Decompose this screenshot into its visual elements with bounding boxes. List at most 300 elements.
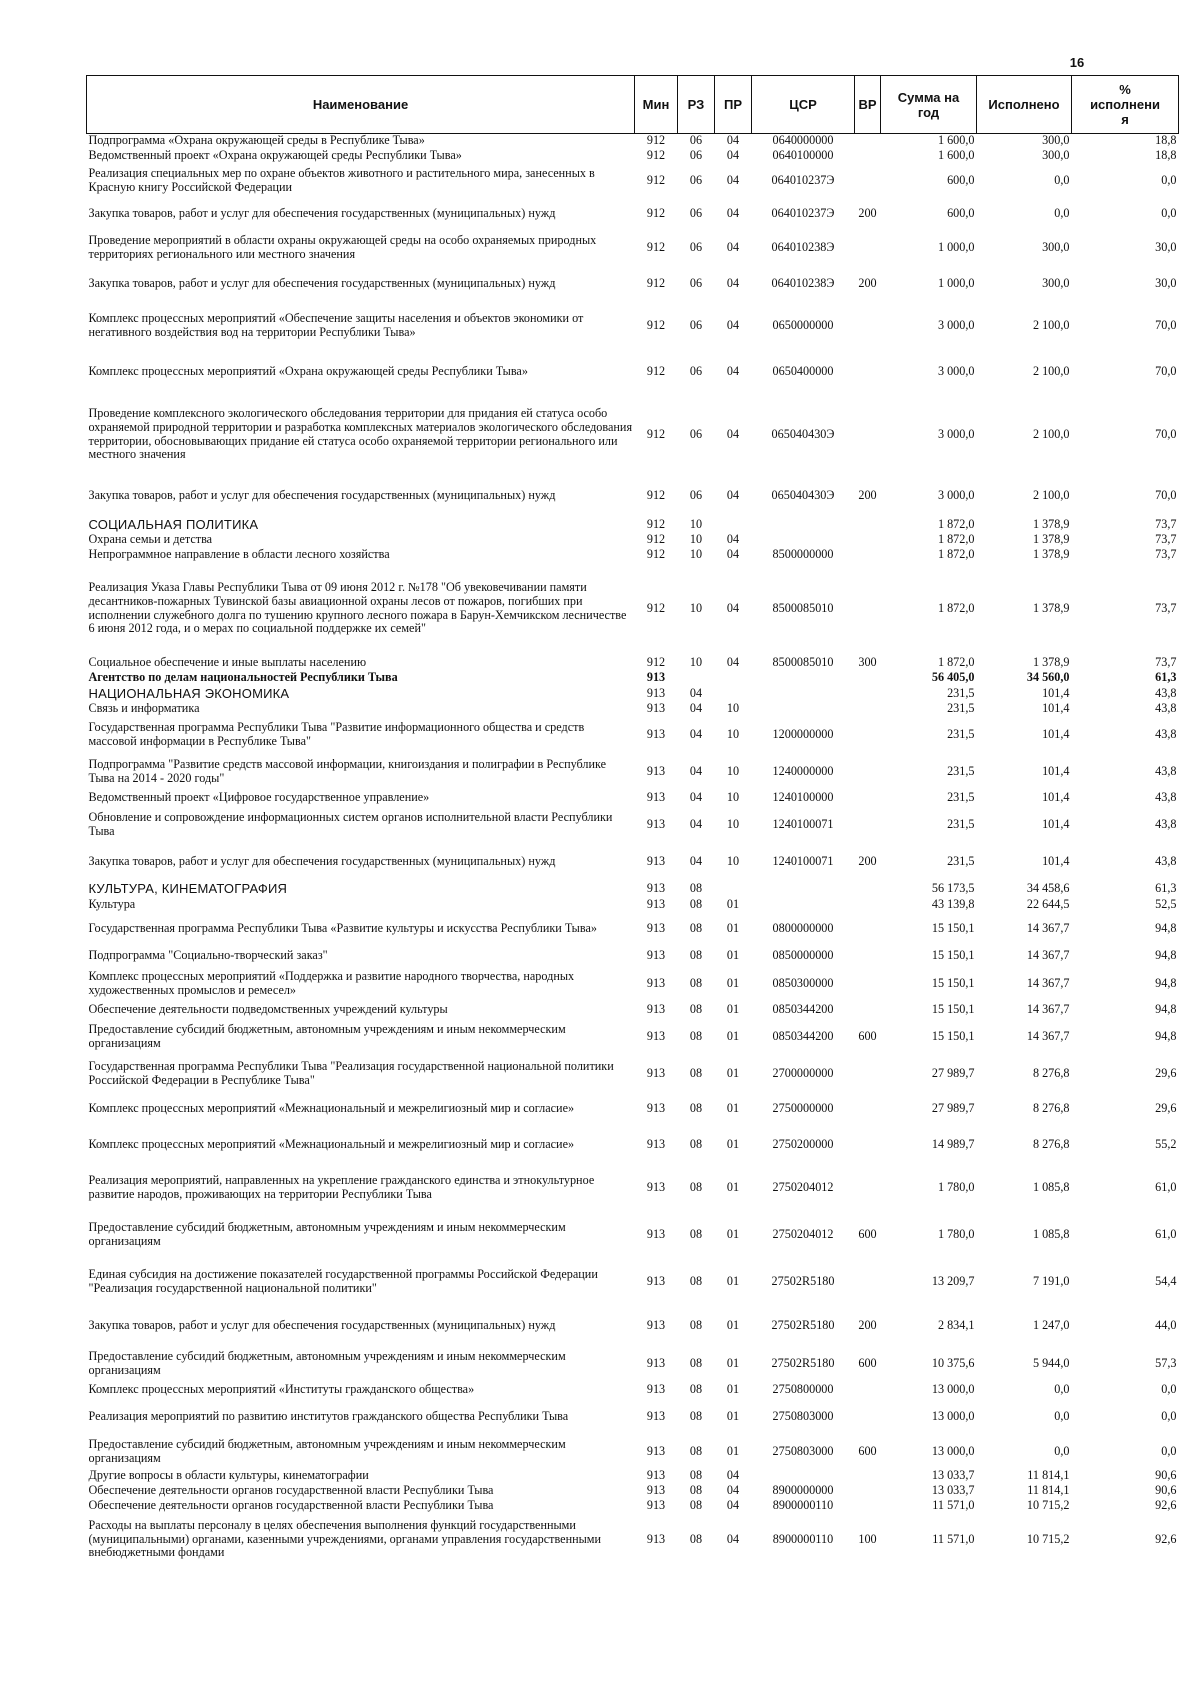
cell-pr: 01 [726,1100,740,1115]
col-header-min: Мин [635,76,678,134]
cell-csr: 8900000110 [772,1498,834,1513]
cell-vr [855,717,881,754]
cell-name: Ведомственный проект «Охрана окружающей среды Республики Тыва» [88,148,462,163]
cell-pr [715,671,752,686]
cell-name: НАЦИОНАЛЬНАЯ ЭКОНОМИКА [88,685,290,701]
table-row [87,880,1179,898]
cell-rz: 08 [689,1273,703,1288]
cell-done: 2 100,0 [1032,317,1070,332]
cell-rz: 06 [689,148,703,163]
cell-done: 2 100,0 [1032,487,1070,502]
cell-rz: 08 [689,1531,703,1546]
cell-min: 912 [646,148,666,163]
table-header [87,76,1179,134]
cell-pr: 01 [726,1226,740,1241]
cell-rz: 08 [689,897,703,912]
cell-pr [715,880,752,898]
col-header-pct-line1: % [1119,82,1131,97]
cell-sum: 15 150,1 [931,1029,975,1044]
cell-pct: 94,8 [1155,947,1177,962]
cell-min: 913 [646,880,666,895]
cell-pct: 90,6 [1155,1483,1177,1498]
cell-pct: 94,8 [1155,1029,1177,1044]
cell-done: 2 100,0 [1032,426,1070,441]
cell-vr [855,149,881,164]
cell-rz: 06 [689,275,703,290]
cell-pr: 01 [726,897,740,912]
col-header-done: Исполнено [977,76,1072,134]
cell-done: 101,4 [1042,763,1070,778]
cell-name: Закупка товаров, работ и услуг для обеспечения государственных (муниципальных) нужд [88,1317,556,1332]
cell-pr: 01 [726,1355,740,1370]
cell-vr [855,671,881,686]
table-row [87,754,1179,790]
cell-name: Комплекс процессных мероприятий «Поддержка и развитие народного творчества, народных художественных промыслов и ремесел» [88,968,575,997]
cell-csr: 0640000000 [772,133,834,148]
cell-done: 14 367,7 [1026,1002,1070,1017]
cell-rz: 06 [689,239,703,254]
cell-csr [752,533,855,548]
cell-pr: 04 [726,1483,740,1498]
cell-vr [855,1258,881,1306]
table-row [87,807,1179,844]
table-row [87,913,1179,946]
cell-min: 913 [646,1498,666,1513]
cell-pct: 0,0 [1161,1382,1177,1397]
cell-csr: 2750000000 [772,1100,834,1115]
cell-min: 912 [646,133,666,148]
cell-name: Расходы на выплаты персоналу в целях обеспечения выполнения функций государственными (муниципальными) органами, казенными учреждениями, органами управления государственными внебюджетными фондами [88,1518,602,1560]
cell-name: Единая субсидия на достижение показателей государственной программы Российской Федерации "Реализация государственной национальной политики" [88,1266,598,1295]
cell-vr: 100 [858,1531,877,1546]
cell-pct: 73,7 [1155,654,1177,669]
cell-done: 300,0 [1042,275,1070,290]
cell-pr: 10 [726,701,740,716]
cell-rz: 08 [689,1382,703,1397]
cell-sum: 1 000,0 [937,239,975,254]
table-body [87,134,1179,1566]
cell-pct: 52,5 [1155,897,1177,912]
cell-min: 913 [646,1468,666,1483]
cell-csr [752,702,855,717]
cell-vr [855,1484,881,1499]
table-row [87,231,1179,265]
cell-pct: 90,6 [1155,1468,1177,1483]
cell-csr: 2750204012 [772,1179,834,1194]
cell-pct: 94,8 [1155,975,1177,990]
cell-csr: 1240100000 [772,790,834,805]
cell-pr: 01 [726,947,740,962]
cell-csr: 8900000110 [772,1531,834,1546]
cell-name: Подпрограмма «Охрана окружающей среды в Республике Тыва» [88,133,425,148]
cell-sum: 13 033,7 [931,1468,975,1483]
cell-done: 14 367,7 [1026,1029,1070,1044]
cell-rz: 08 [689,947,703,962]
cell-pr: 01 [726,1382,740,1397]
cell-min: 913 [646,1029,666,1044]
cell-sum: 3 000,0 [937,363,975,378]
cell-pr: 04 [726,148,740,163]
table-row [87,198,1179,231]
cell-vr [855,898,881,913]
cell-done: 0,0 [1054,206,1070,221]
cell-done: 300,0 [1042,148,1070,163]
cell-csr: 27502R5180 [771,1317,835,1332]
budget-table [86,75,1179,1566]
cell-vr [855,517,881,533]
cell-done: 34 458,6 [1026,880,1070,895]
cell-vr [855,807,881,844]
table-row [87,265,1179,303]
cell-sum: 15 150,1 [931,921,975,936]
cell-vr [855,1126,881,1164]
cell-done: 14 367,7 [1026,975,1070,990]
cell-done: 8 276,8 [1032,1100,1070,1115]
cell-csr [752,686,855,702]
cell-name: Закупка товаров, работ и услуг для обеспечения государственных (муниципальных) нужд [88,206,556,221]
cell-sum: 231,5 [947,685,975,700]
cell-csr: 1200000000 [772,727,834,742]
cell-done: 101,4 [1042,685,1070,700]
cell-csr: 0650000000 [772,317,834,332]
cell-min: 912 [646,275,666,290]
cell-rz: 10 [689,547,703,562]
cell-pr: 04 [726,1531,740,1546]
cell-sum: 13 209,7 [931,1273,975,1288]
cell-pr: 04 [726,206,740,221]
cell-pr: 10 [726,727,740,742]
cell-min: 913 [646,897,666,912]
cell-rz: 10 [689,516,703,531]
table-row [87,1484,1179,1499]
cell-name: Проведение комплексного экологического обследования территории для придания ей статуса особо охраняемой природной территории и разработка комплексных материалов экологического обследования территории, обосновывающих придание ей статуса особо охраняемой территории регионального или местного значения [88,406,633,462]
cell-pct: 94,8 [1155,1002,1177,1017]
cell-min: 912 [646,532,666,547]
table-row [87,395,1179,475]
cell-rz: 08 [689,1468,703,1483]
cell-min: 913 [646,685,666,700]
cell-min: 913 [646,1100,666,1115]
cell-pr: 04 [726,363,740,378]
cell-done: 1 378,9 [1032,547,1070,562]
cell-min: 912 [646,547,666,562]
cell-done: 11 814,1 [1027,1483,1070,1498]
cell-vr: 300 [858,654,877,669]
table-row [87,844,1179,880]
cell-csr: 0850344200 [772,1029,834,1044]
cell-name: Проведение мероприятий в области охраны окружающей среды на особо охраняемых природных территориях регионального или местного значения [88,232,597,261]
cell-pct: 54,4 [1155,1273,1177,1288]
cell-rz: 08 [689,1179,703,1194]
cell-pct: 0,0 [1161,1443,1177,1458]
table-row [87,1514,1179,1566]
cell-csr: 8900000000 [772,1483,834,1498]
cell-pct: 73,7 [1155,547,1177,562]
cell-sum: 43 139,8 [931,897,975,912]
cell-name: Обеспечение деятельности подведомственных учреждений культуры [88,1002,448,1017]
table-row [87,966,1179,1002]
cell-pct: 70,0 [1155,487,1177,502]
cell-pr: 10 [726,853,740,868]
table-row [87,898,1179,913]
cell-vr [855,913,881,946]
cell-rz: 10 [689,600,703,615]
cell-pct: 73,7 [1155,600,1177,615]
cell-vr [855,231,881,265]
cell-vr [855,702,881,717]
cell-rz: 08 [689,1029,703,1044]
cell-pr: 04 [726,600,740,615]
table-row [87,1002,1179,1019]
cell-done: 101,4 [1042,817,1070,832]
cell-done: 300,0 [1042,239,1070,254]
cell-pct: 0,0 [1161,206,1177,221]
cell-pct: 30,0 [1155,275,1177,290]
cell-pr: 04 [726,1468,740,1483]
cell-vr [855,1164,881,1212]
cell-sum: 13 033,7 [931,1483,975,1498]
cell-vr [855,548,881,563]
cell-sum: 231,5 [947,790,975,805]
cell-vr: 600 [858,1226,877,1241]
cell-rz: 08 [689,1065,703,1080]
cell-sum: 11 571,0 [932,1531,975,1546]
cell-min: 913 [646,790,666,805]
cell-name: Обеспечение деятельности органов государственной власти Республики Тыва [88,1498,494,1513]
table-row [87,164,1179,198]
cell-name: Предоставление субсидий бюджетным, автономным учреждениям и иным некоммерческим организациям [88,1022,566,1050]
cell-min: 913 [646,1382,666,1397]
cell-rz: 04 [689,685,703,700]
cell-min: 913 [646,670,666,685]
cell-name: Государственная программа Республики Тыва «Развитие культуры и искусства Республики Тыва» [88,921,597,936]
cell-rz: 06 [689,133,703,148]
cell-name: Комплекс процессных мероприятий «Межнациональный и межрелигиозный мир и согласие» [88,1100,575,1115]
cell-rz: 04 [689,701,703,716]
cell-name: Государственная программа Республики Тыва "Развитие информационного общества и средств массовой информации в Республике Тыва" [88,720,585,748]
table-row [87,790,1179,807]
table-row [87,655,1179,671]
cell-pct: 44,0 [1155,1317,1177,1332]
cell-done: 101,4 [1042,727,1070,742]
cell-pr: 10 [726,790,740,805]
cell-name: Реализация мероприятий, направленных на укрепление гражданского единства и этнокультурное развитие народов, проживающих на территории Республики Тыва [88,1172,595,1201]
table-row [87,1164,1179,1212]
cell-min: 913 [646,763,666,778]
cell-rz: 06 [689,487,703,502]
cell-rz: 08 [689,921,703,936]
cell-sum: 56 405,0 [931,670,975,685]
cell-sum: 600,0 [947,172,975,187]
cell-sum: 231,5 [947,817,975,832]
cell-min: 913 [646,1065,666,1080]
cell-csr: 2750204012 [772,1226,834,1241]
cell-pct: 73,7 [1155,516,1177,531]
cell-name: КУЛЬТУРА, КИНЕМАТОГРАФИЯ [88,880,288,896]
table-row [87,1092,1179,1126]
cell-pct: 43,8 [1155,790,1177,805]
cell-pct: 55,2 [1155,1136,1177,1151]
cell-pct: 18,8 [1155,148,1177,163]
cell-done: 10 715,2 [1026,1531,1070,1546]
cell-rz: 08 [689,1443,703,1458]
cell-sum: 231,5 [947,853,975,868]
cell-min: 913 [646,1355,666,1370]
cell-csr [752,517,855,533]
col-header-sum [881,76,977,134]
cell-pr: 04 [726,1498,740,1513]
cell-sum: 14 989,7 [931,1136,975,1151]
cell-pct: 43,8 [1155,853,1177,868]
cell-csr: 0850344200 [772,1002,834,1017]
table-row [87,1346,1179,1382]
table-row [87,548,1179,563]
cell-min: 913 [646,1531,666,1546]
cell-rz: 08 [689,1136,703,1151]
cell-vr [855,395,881,475]
cell-done: 14 367,7 [1026,921,1070,936]
cell-csr: 2700000000 [772,1065,834,1080]
cell-rz: 04 [689,817,703,832]
cell-pr: 04 [726,654,740,669]
cell-pct: 73,7 [1155,532,1177,547]
table-row [87,1258,1179,1306]
cell-vr: 200 [858,1317,877,1332]
cell-pct: 43,8 [1155,817,1177,832]
col-header-rz: РЗ [678,76,715,134]
cell-vr [855,533,881,548]
cell-min: 912 [646,654,666,669]
cell-vr [855,563,881,655]
cell-sum: 15 150,1 [931,947,975,962]
cell-name: Предоставление субсидий бюджетным, автономным учреждениям и иным некоммерческим организациям [88,1348,566,1377]
table-row [87,1056,1179,1092]
col-header-vr: ВР [855,76,881,134]
cell-pct: 61,3 [1155,670,1177,685]
col-header-pct-line3: я [1121,112,1129,127]
cell-vr: 200 [858,275,877,290]
cell-vr [855,1499,881,1514]
cell-pr: 01 [726,1002,740,1017]
cell-sum: 15 150,1 [931,975,975,990]
cell-sum: 56 173,5 [931,880,975,895]
cell-pct: 94,8 [1155,921,1177,936]
cell-name: Непрограммное направление в области лесного хозяйства [88,547,390,562]
cell-name: Предоставление субсидий бюджетным, автономным учреждениям и иным некоммерческим организациям [88,1436,566,1465]
cell-min: 913 [646,1443,666,1458]
cell-pct: 29,6 [1155,1065,1177,1080]
cell-pct: 92,6 [1155,1531,1177,1546]
cell-sum: 3 000,0 [937,426,975,441]
cell-min: 913 [646,1317,666,1332]
cell-min: 913 [646,1136,666,1151]
cell-sum: 15 150,1 [931,1002,975,1017]
cell-pr: 01 [726,1065,740,1080]
cell-name: Подпрограмма "Социально-творческий заказ" [88,947,328,962]
cell-done: 0,0 [1054,1408,1070,1423]
cell-min: 912 [646,487,666,502]
cell-min: 913 [646,1273,666,1288]
cell-csr: 2750200000 [772,1136,834,1151]
cell-min: 912 [646,239,666,254]
cell-done: 34 560,0 [1026,670,1070,685]
cell-pr: 04 [726,426,740,441]
col-header-sum-line1: Сумма на [897,89,960,105]
cell-sum: 1 000,0 [937,275,975,290]
cell-pr: 04 [726,133,740,148]
cell-pr: 01 [726,1136,740,1151]
cell-name: Агентство по делам национальностей Республики Тыва [88,670,398,685]
cell-vr [855,134,881,149]
cell-pct: 70,0 [1155,363,1177,378]
cell-rz: 04 [689,727,703,742]
cell-name: Связь и информатика [88,701,200,716]
cell-csr: 065040430Э [771,426,835,441]
cell-sum: 3 000,0 [937,487,975,502]
cell-sum: 1 872,0 [937,654,975,669]
cell-pr: 01 [726,1179,740,1194]
table-row [87,1382,1179,1399]
table-row [87,533,1179,548]
cell-name: Закупка товаров, работ и услуг для обеспечения государственных (муниципальных) нужд [88,275,556,290]
table-row [87,671,1179,686]
cell-pr: 04 [726,172,740,187]
cell-pct: 92,6 [1155,1498,1177,1513]
table-row [87,946,1179,966]
table-row [87,1399,1179,1435]
cell-pct: 0,0 [1161,172,1177,187]
cell-csr: 27502R5180 [771,1273,835,1288]
cell-vr [855,1092,881,1126]
cell-csr: 0640100000 [772,148,834,163]
cell-csr: 0850300000 [772,975,834,990]
table-row [87,475,1179,517]
table-row [87,349,1179,395]
cell-csr: 8500085010 [772,600,834,615]
cell-rz: 08 [689,1002,703,1017]
table-row [87,1212,1179,1258]
cell-csr [752,1469,855,1484]
cell-min: 913 [646,817,666,832]
cell-sum: 2 834,1 [937,1317,975,1332]
cell-rz: 06 [689,206,703,221]
cell-name: Обновление и сопровождение информационных систем органов исполнительной власти Республики Тыва [88,810,613,838]
cell-name: Реализация мероприятий по развитию институтов гражданского общества Республики Тыва [88,1408,569,1423]
cell-rz: 08 [689,975,703,990]
cell-sum: 3 000,0 [937,317,975,332]
cell-pct: 0,0 [1161,1408,1177,1423]
cell-min: 913 [646,701,666,716]
cell-name: Охрана семьи и детства [88,532,213,547]
cell-pct: 61,3 [1155,880,1177,895]
cell-csr: 0800000000 [772,921,834,936]
cell-pct: 30,0 [1155,239,1177,254]
cell-vr [855,303,881,349]
table-row [87,303,1179,349]
cell-rz: 10 [689,532,703,547]
cell-pct: 43,8 [1155,701,1177,716]
cell-name: Социальное обеспечение и иные выплаты населению [88,654,367,669]
cell-sum: 27 989,7 [931,1065,975,1080]
cell-min: 912 [646,317,666,332]
cell-min: 913 [646,727,666,742]
cell-pct: 61,0 [1155,1226,1177,1241]
cell-csr: 1240100071 [772,817,834,832]
cell-rz: 08 [689,1226,703,1241]
cell-sum: 1 872,0 [937,532,975,547]
cell-rz: 08 [689,1100,703,1115]
cell-name: Закупка товаров, работ и услуг для обеспечения государственных (муниципальных) нужд [88,487,556,502]
